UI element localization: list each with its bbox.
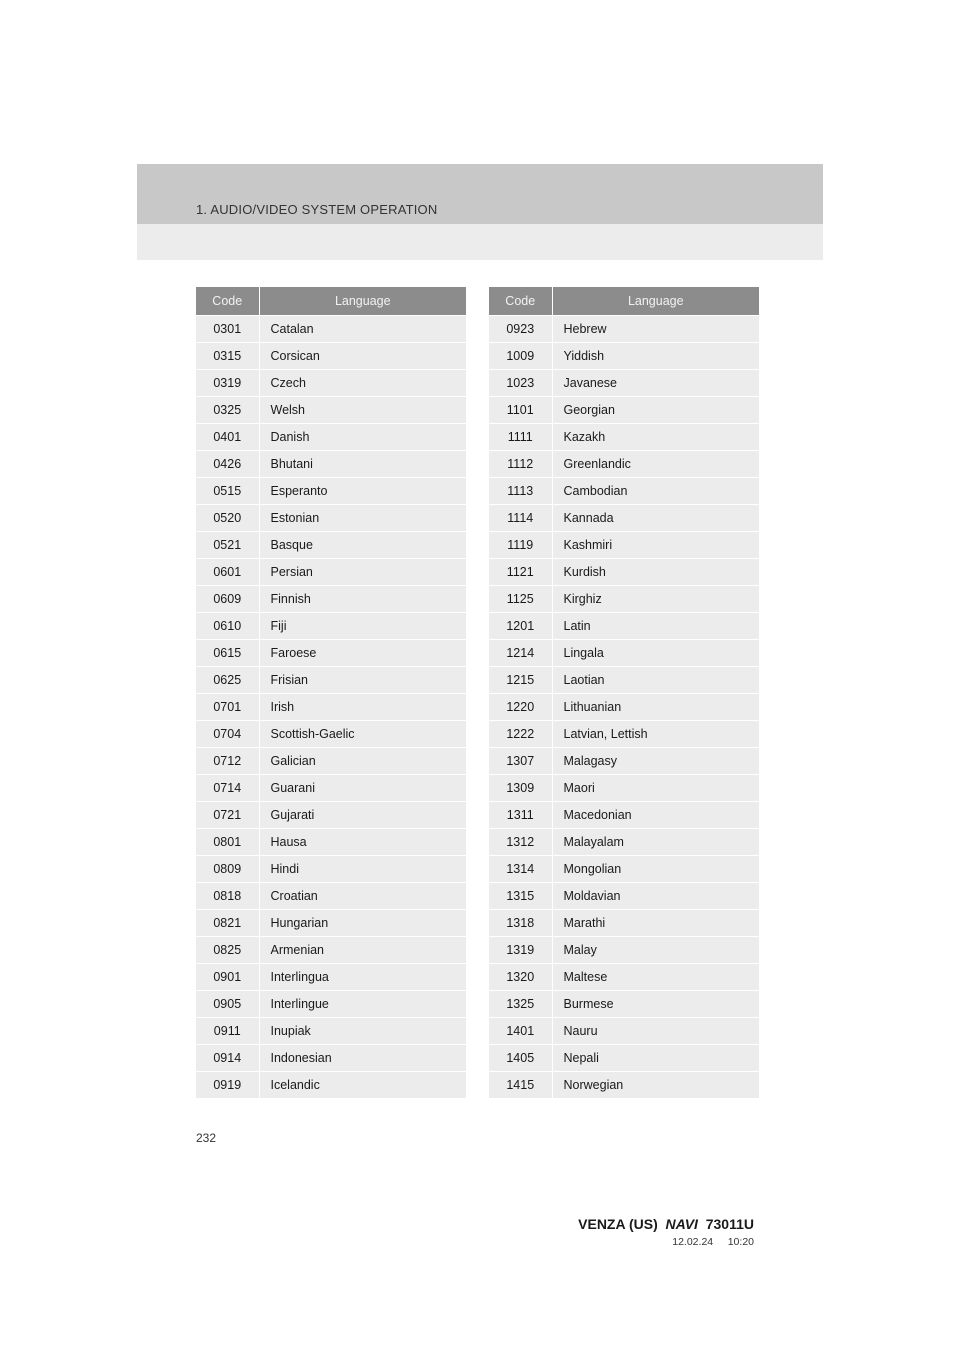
table-row bbox=[196, 397, 466, 424]
language-name-cell: Kannada bbox=[552, 505, 759, 532]
language-name-cell: Catalan bbox=[259, 316, 466, 343]
table-row bbox=[196, 802, 466, 829]
language-code-cell: 1215 bbox=[489, 667, 552, 694]
language-code-cell: 0520 bbox=[196, 505, 259, 532]
table-row bbox=[489, 694, 759, 721]
language-name-cell: Irish bbox=[259, 694, 466, 721]
language-code-cell: 1112 bbox=[489, 451, 552, 478]
table-row bbox=[489, 748, 759, 775]
language-code-cell: 0704 bbox=[196, 721, 259, 748]
language-code-cell: 0325 bbox=[196, 397, 259, 424]
table-row bbox=[489, 586, 759, 613]
language-name-cell: Interlingua bbox=[259, 964, 466, 991]
language-name-cell: Corsican bbox=[259, 343, 466, 370]
language-code-table-left bbox=[196, 287, 466, 1098]
table-row bbox=[489, 451, 759, 478]
language-name-cell: Lingala bbox=[552, 640, 759, 667]
language-code-cell: 1318 bbox=[489, 910, 552, 937]
language-name-cell: Bhutani bbox=[259, 451, 466, 478]
table-row bbox=[489, 1072, 759, 1099]
table-row bbox=[196, 667, 466, 694]
language-code-cell: 0809 bbox=[196, 856, 259, 883]
language-code-cell: 1314 bbox=[489, 856, 552, 883]
language-name-cell: Malayalam bbox=[552, 829, 759, 856]
table-row bbox=[489, 1045, 759, 1072]
language-code-cell: 1311 bbox=[489, 802, 552, 829]
language-code-cell: 1023 bbox=[489, 370, 552, 397]
column-header-language: Language bbox=[259, 287, 466, 316]
table-row bbox=[196, 532, 466, 559]
table-header-row bbox=[196, 287, 466, 316]
table-row bbox=[489, 856, 759, 883]
language-code-cell: 1307 bbox=[489, 748, 552, 775]
language-code-cell: 0610 bbox=[196, 613, 259, 640]
table-row bbox=[196, 343, 466, 370]
table-row bbox=[196, 478, 466, 505]
language-name-cell: Inupiak bbox=[259, 1018, 466, 1045]
table-row bbox=[196, 1018, 466, 1045]
language-code-cell: 0319 bbox=[196, 370, 259, 397]
table-row bbox=[489, 1018, 759, 1045]
table-row bbox=[196, 1072, 466, 1099]
table-header-row bbox=[489, 287, 759, 316]
language-code-cell: 1320 bbox=[489, 964, 552, 991]
table-row bbox=[196, 586, 466, 613]
language-code-cell: 0919 bbox=[196, 1072, 259, 1099]
table-row bbox=[489, 937, 759, 964]
table-row bbox=[196, 856, 466, 883]
language-code-cell: 0721 bbox=[196, 802, 259, 829]
table-row bbox=[489, 910, 759, 937]
language-code-cell: 1114 bbox=[489, 505, 552, 532]
language-code-cell: 1401 bbox=[489, 1018, 552, 1045]
language-name-cell: Hebrew bbox=[552, 316, 759, 343]
table-row bbox=[489, 883, 759, 910]
table-row bbox=[196, 829, 466, 856]
footer-time: 10:20 bbox=[727, 1236, 754, 1248]
table-row bbox=[196, 640, 466, 667]
language-name-cell: Marathi bbox=[552, 910, 759, 937]
language-name-cell: Norwegian bbox=[552, 1072, 759, 1099]
table-row bbox=[196, 370, 466, 397]
section-title: 1. AUDIO/VIDEO SYSTEM OPERATION bbox=[196, 202, 438, 217]
table-row bbox=[196, 559, 466, 586]
language-name-cell: Persian bbox=[259, 559, 466, 586]
language-code-cell: 0923 bbox=[489, 316, 552, 343]
language-name-cell: Finnish bbox=[259, 586, 466, 613]
language-name-cell: Laotian bbox=[552, 667, 759, 694]
language-name-cell: Scottish-Gaelic bbox=[259, 721, 466, 748]
column-header-code: Code bbox=[489, 287, 552, 316]
table-row bbox=[196, 451, 466, 478]
table-row bbox=[196, 937, 466, 964]
language-name-cell: Nepali bbox=[552, 1045, 759, 1072]
table-row bbox=[489, 802, 759, 829]
footer-date-line bbox=[672, 1236, 754, 1248]
table-row bbox=[196, 991, 466, 1018]
table-row bbox=[489, 667, 759, 694]
table-row bbox=[196, 613, 466, 640]
footer-navi: NAVI bbox=[665, 1216, 698, 1232]
language-code-cell: 0714 bbox=[196, 775, 259, 802]
language-name-cell: Kazakh bbox=[552, 424, 759, 451]
language-name-cell: Georgian bbox=[552, 397, 759, 424]
language-name-cell: Moldavian bbox=[552, 883, 759, 910]
language-code-cell: 1325 bbox=[489, 991, 552, 1018]
column-header-code: Code bbox=[196, 287, 259, 316]
footer-date: 12.02.24 bbox=[672, 1236, 714, 1248]
footer-model: VENZA (US) bbox=[578, 1216, 658, 1232]
table-row bbox=[196, 910, 466, 937]
language-name-cell: Welsh bbox=[259, 397, 466, 424]
language-code-cell: 1121 bbox=[489, 559, 552, 586]
language-code-cell: 1101 bbox=[489, 397, 552, 424]
language-name-cell: Latvian, Lettish bbox=[552, 721, 759, 748]
language-code-cell: 1201 bbox=[489, 613, 552, 640]
table-row bbox=[196, 775, 466, 802]
language-name-cell: Fiji bbox=[259, 613, 466, 640]
column-header-language: Language bbox=[552, 287, 759, 316]
language-code-cell: 0625 bbox=[196, 667, 259, 694]
language-code-cell: 0315 bbox=[196, 343, 259, 370]
language-code-cell: 0712 bbox=[196, 748, 259, 775]
footer-model-line bbox=[578, 1216, 754, 1232]
language-code-cell: 1312 bbox=[489, 829, 552, 856]
language-name-cell: Latin bbox=[552, 613, 759, 640]
table-row bbox=[489, 721, 759, 748]
table-row bbox=[489, 397, 759, 424]
language-name-cell: Basque bbox=[259, 532, 466, 559]
language-code-cell: 1309 bbox=[489, 775, 552, 802]
language-code-cell: 1214 bbox=[489, 640, 552, 667]
language-code-cell: 1415 bbox=[489, 1072, 552, 1099]
table-row bbox=[489, 559, 759, 586]
table-row bbox=[196, 424, 466, 451]
language-code-cell: 1125 bbox=[489, 586, 552, 613]
language-code-cell: 0601 bbox=[196, 559, 259, 586]
language-name-cell: Gujarati bbox=[259, 802, 466, 829]
language-code-cell: 0821 bbox=[196, 910, 259, 937]
language-code-cell: 1222 bbox=[489, 721, 552, 748]
table-row bbox=[489, 505, 759, 532]
language-name-cell: Galician bbox=[259, 748, 466, 775]
language-name-cell: Indonesian bbox=[259, 1045, 466, 1072]
language-name-cell: Yiddish bbox=[552, 343, 759, 370]
language-name-cell: Faroese bbox=[259, 640, 466, 667]
language-name-cell: Armenian bbox=[259, 937, 466, 964]
table-row bbox=[489, 613, 759, 640]
table-row bbox=[196, 721, 466, 748]
language-code-cell: 1405 bbox=[489, 1045, 552, 1072]
language-code-cell: 0515 bbox=[196, 478, 259, 505]
language-code-cell: 0701 bbox=[196, 694, 259, 721]
language-name-cell: Hindi bbox=[259, 856, 466, 883]
language-name-cell: Malagasy bbox=[552, 748, 759, 775]
page-number: 232 bbox=[196, 1131, 217, 1145]
language-code-cell: 0401 bbox=[196, 424, 259, 451]
language-name-cell: Maori bbox=[552, 775, 759, 802]
language-name-cell: Icelandic bbox=[259, 1072, 466, 1099]
language-code-cell: 1220 bbox=[489, 694, 552, 721]
table-row bbox=[489, 478, 759, 505]
table-row bbox=[196, 964, 466, 991]
table-row bbox=[489, 964, 759, 991]
header-subband bbox=[137, 224, 823, 260]
language-name-cell: Burmese bbox=[552, 991, 759, 1018]
language-name-cell: Kurdish bbox=[552, 559, 759, 586]
language-name-cell: Javanese bbox=[552, 370, 759, 397]
language-name-cell: Lithuanian bbox=[552, 694, 759, 721]
language-code-cell: 0615 bbox=[196, 640, 259, 667]
language-name-cell: Esperanto bbox=[259, 478, 466, 505]
language-name-cell: Frisian bbox=[259, 667, 466, 694]
language-code-cell: 0818 bbox=[196, 883, 259, 910]
language-name-cell: Hausa bbox=[259, 829, 466, 856]
table-row bbox=[196, 1045, 466, 1072]
language-name-cell: Greenlandic bbox=[552, 451, 759, 478]
language-name-cell: Danish bbox=[259, 424, 466, 451]
language-name-cell: Nauru bbox=[552, 1018, 759, 1045]
language-code-cell: 0521 bbox=[196, 532, 259, 559]
table-row bbox=[489, 640, 759, 667]
table-row bbox=[196, 748, 466, 775]
language-code-cell: 0801 bbox=[196, 829, 259, 856]
language-name-cell: Malay bbox=[552, 937, 759, 964]
table-row bbox=[489, 370, 759, 397]
language-name-cell: Kirghiz bbox=[552, 586, 759, 613]
language-name-cell: Maltese bbox=[552, 964, 759, 991]
table-row bbox=[489, 343, 759, 370]
language-code-cell: 0905 bbox=[196, 991, 259, 1018]
language-name-cell: Macedonian bbox=[552, 802, 759, 829]
table-row bbox=[489, 424, 759, 451]
table-row bbox=[196, 316, 466, 343]
language-name-cell: Czech bbox=[259, 370, 466, 397]
language-name-cell: Interlingue bbox=[259, 991, 466, 1018]
table-row bbox=[489, 991, 759, 1018]
footer-code: 73011U bbox=[705, 1216, 754, 1232]
table-row bbox=[489, 775, 759, 802]
language-code-cell: 0825 bbox=[196, 937, 259, 964]
language-code-cell: 1113 bbox=[489, 478, 552, 505]
language-code-cell: 1119 bbox=[489, 532, 552, 559]
language-code-cell: 0911 bbox=[196, 1018, 259, 1045]
language-code-cell: 1315 bbox=[489, 883, 552, 910]
language-code-cell: 1009 bbox=[489, 343, 552, 370]
table-row bbox=[489, 532, 759, 559]
language-name-cell: Guarani bbox=[259, 775, 466, 802]
language-code-cell: 1319 bbox=[489, 937, 552, 964]
language-name-cell: Croatian bbox=[259, 883, 466, 910]
language-code-cell: 0901 bbox=[196, 964, 259, 991]
language-name-cell: Estonian bbox=[259, 505, 466, 532]
language-name-cell: Mongolian bbox=[552, 856, 759, 883]
language-code-cell: 0426 bbox=[196, 451, 259, 478]
language-code-table-right bbox=[489, 287, 759, 1098]
language-code-cell: 0301 bbox=[196, 316, 259, 343]
table-row bbox=[196, 505, 466, 532]
language-name-cell: Cambodian bbox=[552, 478, 759, 505]
table-row bbox=[196, 883, 466, 910]
language-name-cell: Kashmiri bbox=[552, 532, 759, 559]
table-row bbox=[489, 829, 759, 856]
language-code-cell: 1111 bbox=[489, 424, 552, 451]
language-name-cell: Hungarian bbox=[259, 910, 466, 937]
language-code-cell: 0609 bbox=[196, 586, 259, 613]
language-code-cell: 0914 bbox=[196, 1045, 259, 1072]
table-row bbox=[196, 694, 466, 721]
table-row bbox=[489, 316, 759, 343]
